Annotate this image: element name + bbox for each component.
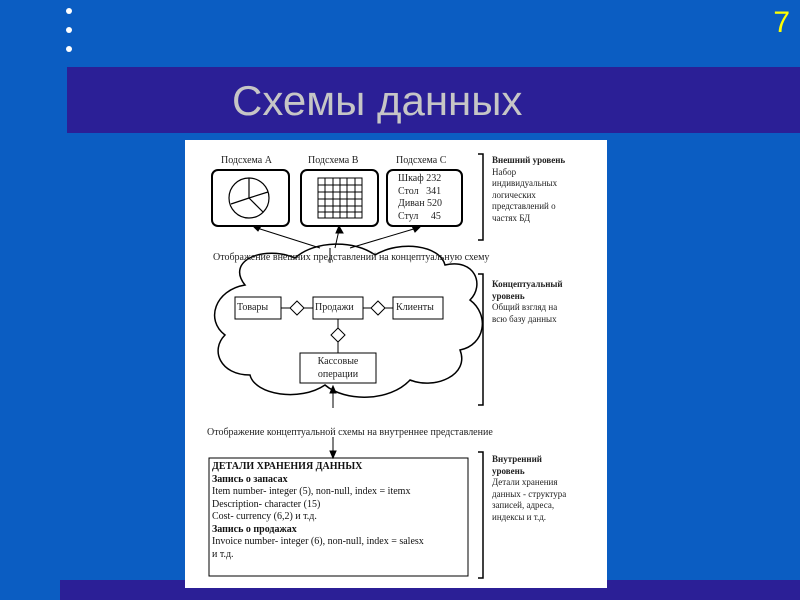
conceptual-level-title: Концептуальный <box>492 279 563 289</box>
page-number: 7 <box>773 6 790 39</box>
pie-chart-icon <box>229 178 269 218</box>
relation-diamond <box>371 301 385 315</box>
internal-level-description: Внутренний уровень Детали хранения данных - структура записей, адреса, индексы и т.д. <box>492 454 567 522</box>
subschema-a-label: Подсхема A <box>221 155 272 166</box>
storage-line: Invoice number- integer (6), non-null, index = salesx <box>212 536 424 547</box>
external-level-description: Внешний уровень Набор индивидуальных логических представлений о частях БД <box>492 155 566 223</box>
storage-line: Cost- currency (6,2) и т.д. <box>212 511 317 522</box>
external-mapping-label: Отображение внешних представлений на концептуальную схему <box>213 252 490 263</box>
cash-operations-label: Кассовые операции <box>317 356 359 380</box>
dot <box>66 27 72 33</box>
entity-sales: Продажи <box>315 302 354 313</box>
entity-clients: Клиенты <box>396 302 434 313</box>
relation-diamond <box>290 301 304 315</box>
dot <box>66 8 72 14</box>
subschema-c-label: Подсхема C <box>396 155 447 166</box>
internal-level-title: Внутренний <box>492 454 542 464</box>
storage-line: Item number- integer (5), non-null, index = itemx <box>212 486 411 497</box>
subschema-b-label: Подсхема B <box>308 155 359 166</box>
furniture-item: Стул 45 <box>398 210 441 222</box>
internal-mapping-label: Отображение концептуальной схемы на внутреннее представление <box>207 427 493 438</box>
storage-details <box>212 461 424 561</box>
storage-heading: ДЕТАЛИ ХРАНЕНИЯ ДАННЫХ <box>212 461 363 472</box>
conceptual-level-description: Концептуальный уровень Общий взгляд на всю базу данных <box>492 279 563 324</box>
title-band <box>67 67 800 133</box>
storage-line: и т.д. <box>212 548 234 560</box>
external-level-title: Внешний уровень <box>492 155 566 165</box>
diagram-panel <box>185 140 607 588</box>
dot <box>66 46 72 52</box>
table-grid-icon <box>318 178 362 218</box>
slide-title: Схемы данных <box>232 77 523 124</box>
level-brackets <box>478 154 483 578</box>
relation-diamond <box>331 328 345 342</box>
furniture-item: Диван 520 <box>398 198 443 209</box>
storage-section-stock: Запись о запасах <box>212 473 288 485</box>
entity-products: Товары <box>237 302 269 313</box>
decorative-dots <box>66 8 76 65</box>
furniture-list <box>398 173 442 223</box>
furniture-item: Шкаф 232 <box>398 173 442 184</box>
storage-line: Description- character (15) <box>212 498 321 510</box>
storage-section-sales: Запись о продажах <box>212 523 297 535</box>
furniture-item: Стол 341 <box>398 185 442 197</box>
